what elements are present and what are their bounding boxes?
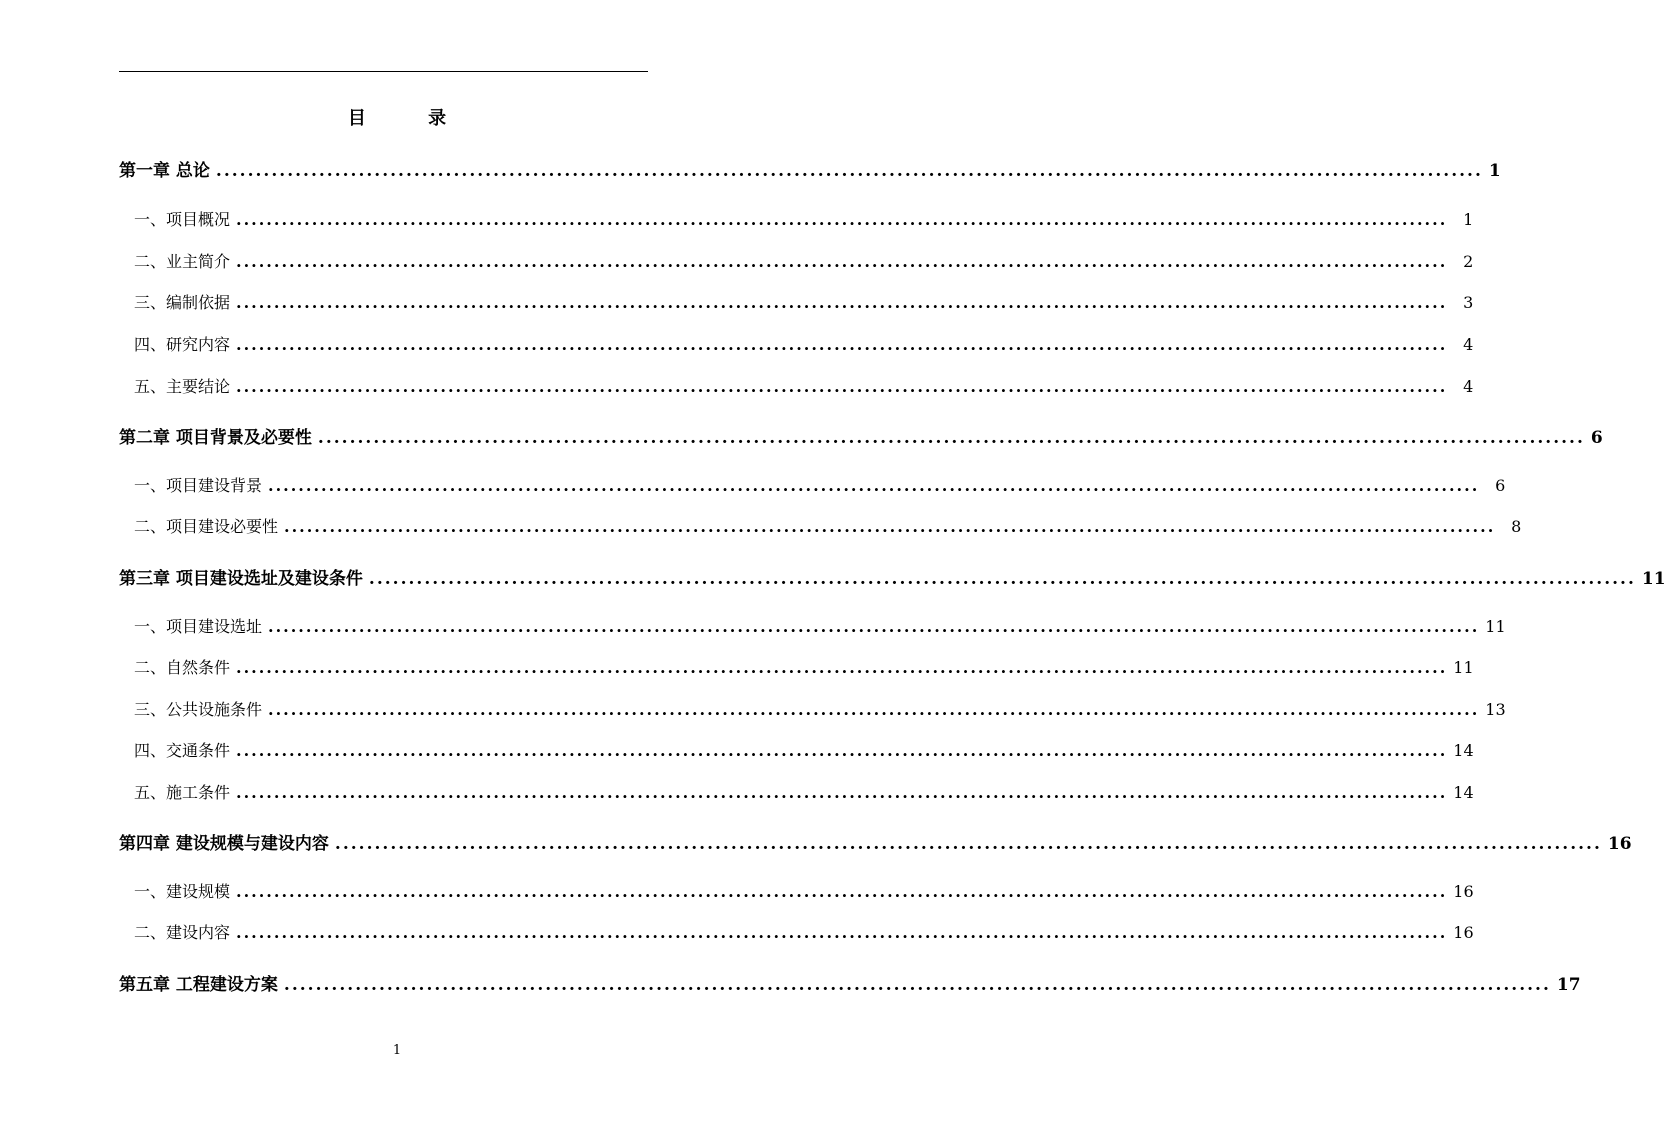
- toc-entry-section[interactable]: [134, 374, 1474, 397]
- toc-entry-section[interactable]: [134, 738, 1474, 761]
- dot-leader: ................................................................................................................................................................: [236, 335, 1448, 354]
- toc-entry-page: 14: [1453, 783, 1474, 802]
- toc-entry-label: 二、业主简介: [134, 252, 231, 271]
- toc-entry-section[interactable]: [134, 879, 1474, 902]
- toc-entry-page: 13: [1485, 700, 1506, 719]
- toc-entry-page: 8: [1511, 517, 1522, 536]
- toc-entry-section[interactable]: [134, 920, 1474, 943]
- footer-page-number: 1: [392, 1043, 402, 1058]
- toc-entry-page: 3: [1463, 293, 1474, 312]
- toc-entry-label: 二、项目建设必要性: [134, 517, 279, 536]
- toc-entry-page: 16: [1607, 834, 1632, 854]
- toc-entry-page: 11: [1641, 569, 1666, 589]
- dot-leader: ................................................................................................................................................................: [268, 617, 1480, 636]
- toc-entry-page: 17: [1556, 975, 1581, 995]
- dot-leader: ................................................................................................................................................................: [236, 293, 1448, 312]
- dot-leader: ................................................................................................................................................................: [368, 569, 1636, 589]
- dot-leader: ................................................................................................................................................................: [215, 161, 1483, 181]
- toc-entry-label: 四、交通条件: [134, 741, 231, 760]
- toc-title: 目 录: [347, 108, 475, 129]
- toc-entry-label: 四、研究内容: [134, 335, 231, 354]
- toc-entry-section[interactable]: [134, 780, 1474, 803]
- toc-entry-chapter[interactable]: [119, 829, 1632, 854]
- toc-entry-page: 4: [1463, 377, 1474, 396]
- toc-entry-page: 1: [1463, 210, 1474, 229]
- toc-entry-section[interactable]: [134, 290, 1474, 313]
- dot-leader: ................................................................................................................................................................: [236, 252, 1448, 271]
- toc-entry-chapter[interactable]: [119, 970, 1581, 995]
- dot-leader: ................................................................................................................................................................: [317, 428, 1585, 448]
- toc-entry-label: 二、建设内容: [134, 923, 231, 942]
- toc-entry-section[interactable]: [134, 655, 1474, 678]
- toc-entry-label: 第三章 项目建设选址及建设条件: [119, 569, 363, 589]
- toc-entry-page: 11: [1485, 617, 1506, 636]
- toc-entry-page: 14: [1453, 741, 1474, 760]
- toc-entry-page: 16: [1453, 923, 1474, 942]
- toc-entry-section[interactable]: [134, 514, 1522, 537]
- dot-leader: ................................................................................................................................................................: [236, 658, 1448, 677]
- toc-entry-page: 11: [1453, 658, 1474, 677]
- toc-entry-label: 五、施工条件: [134, 783, 231, 802]
- toc-entry-chapter[interactable]: [119, 564, 1666, 589]
- dot-leader: ................................................................................................................................................................: [268, 476, 1480, 495]
- toc-entry-chapter[interactable]: [119, 423, 1603, 448]
- toc-entry-page: 16: [1453, 882, 1474, 901]
- toc-entry-section[interactable]: [134, 614, 1506, 637]
- toc-entry-section[interactable]: [134, 473, 1506, 496]
- dot-leader: ................................................................................................................................................................: [236, 210, 1448, 229]
- toc-entry-page: 1: [1488, 161, 1501, 181]
- toc-entry-label: 一、建设规模: [134, 882, 231, 901]
- dot-leader: ................................................................................................................................................................: [236, 923, 1448, 942]
- toc-entry-section[interactable]: [134, 207, 1474, 230]
- dot-leader: ................................................................................................................................................................: [236, 783, 1448, 802]
- toc-entry-label: 第一章 总论: [119, 161, 210, 181]
- dot-leader: ................................................................................................................................................................: [236, 377, 1448, 396]
- toc-entry-page: 4: [1463, 335, 1474, 354]
- toc-entry-chapter[interactable]: [119, 156, 1501, 181]
- toc-entry-page: 6: [1590, 428, 1603, 448]
- toc-entry-label: 一、项目概况: [134, 210, 231, 229]
- dot-leader: ................................................................................................................................................................: [268, 700, 1480, 719]
- toc-entry-label: 一、项目建设选址: [134, 617, 263, 636]
- toc-entry-label: 二、自然条件: [134, 658, 231, 677]
- toc-entry-page: 6: [1495, 476, 1506, 495]
- toc-entry-label: 三、编制依据: [134, 293, 231, 312]
- dot-leader: ................................................................................................................................................................: [334, 834, 1602, 854]
- dot-leader: ................................................................................................................................................................: [283, 975, 1551, 995]
- toc-entry-label: 第五章 工程建设方案: [119, 975, 278, 995]
- toc-entry-label: 第二章 项目背景及必要性: [119, 428, 312, 448]
- toc-entry-page: 2: [1463, 252, 1474, 271]
- toc-entry-section[interactable]: [134, 249, 1474, 272]
- toc-entry-label: 一、项目建设背景: [134, 476, 263, 495]
- toc-entry-label: 五、主要结论: [134, 377, 231, 396]
- dot-leader: ................................................................................................................................................................: [236, 741, 1448, 760]
- dot-leader: ................................................................................................................................................................: [284, 517, 1496, 536]
- dot-leader: ................................................................................................................................................................: [236, 882, 1448, 901]
- toc-entry-section[interactable]: [134, 697, 1506, 720]
- header-rule: [119, 71, 648, 72]
- toc-entry-label: 三、公共设施条件: [134, 700, 263, 719]
- toc-entry-section[interactable]: [134, 332, 1474, 355]
- toc-entry-label: 第四章 建设规模与建设内容: [119, 834, 329, 854]
